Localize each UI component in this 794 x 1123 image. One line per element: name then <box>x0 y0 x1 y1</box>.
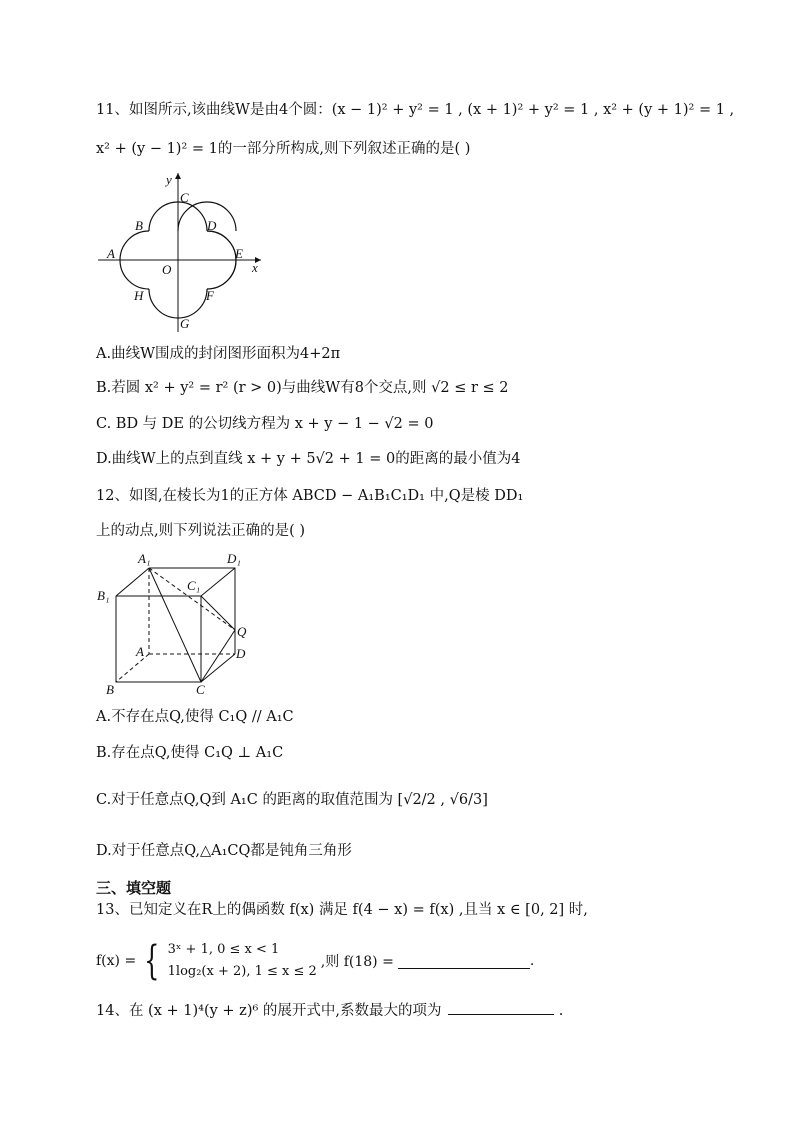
q12-stem-line2: 上的动点,则下列说法正确的是( ) <box>96 523 306 539</box>
q13-end: . <box>529 953 535 969</box>
label-d1: D₁ <box>227 551 241 566</box>
piece-lhs: f(x) = <box>96 953 137 969</box>
brace-icon: { <box>144 938 160 984</box>
label-c1: C₁ <box>187 578 201 593</box>
q13-piecewise <box>96 937 534 985</box>
q11-stem-line2: x² + (y − 1)² = 1的一部分所构成,则下列叙述正确的是( ) <box>96 141 471 157</box>
q12-stem-line1: 12、如图,在棱长为1的正方体 ABCD − A₁B₁C₁D₁ 中,Q是棱 DD₁ <box>96 488 524 504</box>
label-a: A <box>107 246 115 261</box>
q11-option-c: C. BD 与 DE 的公切线方程为 x + y − 1 − √2 = 0 <box>96 416 434 432</box>
q12-option-a: A.不存在点Q,使得 C₁Q // A₁C <box>96 709 294 725</box>
q14-end: . <box>558 1003 564 1019</box>
label-x: x <box>252 260 258 275</box>
q14-stem: 14、在 (x + 1)⁴(y + z)⁶ 的展开式中,系数最大的项为 <box>96 1003 442 1019</box>
q14-answer-blank[interactable] <box>448 1000 554 1015</box>
q12-option-b: B.存在点Q,使得 C₁Q ⊥ A₁C <box>96 745 284 761</box>
q11-option-b: B.若圆 x² + y² = r² (r > 0)与曲线W有8个交点,则 √2 ≤ r ≤ 2 <box>96 380 509 396</box>
piece-2: 1log₂(x + 2), 1 ≤ x ≤ 2 <box>167 964 317 979</box>
piece-tail: ,则 f(18) = <box>320 954 394 970</box>
label-q: Q <box>237 624 247 639</box>
q13-answer-blank[interactable] <box>398 954 530 969</box>
label-d: D <box>207 218 217 233</box>
section-title-fill-in: 三、填空题 <box>96 879 172 897</box>
q12-option-d: D.对于任意点Q,△A₁CQ都是钝角三角形 <box>96 843 352 859</box>
label-b: B <box>135 218 143 233</box>
label-a: A <box>136 644 144 659</box>
label-d: D <box>236 646 246 661</box>
label-e: E <box>235 246 243 261</box>
q14-line <box>96 1000 563 1021</box>
label-c: C <box>196 682 205 697</box>
q13-stem-line1: 13、已知定义在R上的偶函数 f(x) 满足 f(4 − x) = f(x) ,且当 x ∈ [0, 2] 时, <box>96 902 588 918</box>
label-o: O <box>162 262 172 277</box>
q11-option-d: D.曲线W上的点到直线 x + y + 5√2 + 1 = 0的距离的最小值为4 <box>96 451 521 467</box>
curve-w <box>178 202 236 289</box>
q11-stem-line1: 11、如图所示,该曲线W是由4个圆：(x − 1)² + y² = 1 , (x + 1)² + y² = 1 , x² + (y + 1)² = 1 , <box>96 102 735 118</box>
label-y: y <box>166 172 172 187</box>
q12-option-c: C.对于任意点Q,Q到 A₁C 的距离的取值范围为 [√2/2 , √6/3] <box>96 792 488 808</box>
label-a1: A₁ <box>138 551 151 566</box>
q12-figure-cube <box>96 548 266 700</box>
label-b1: B₁ <box>97 588 110 603</box>
q11-figure-curve-w <box>96 170 276 335</box>
piece-1: 3ˣ + 1, 0 ≤ x < 1 <box>167 942 280 957</box>
label-b: B <box>106 682 114 697</box>
label-h: H <box>134 288 144 303</box>
label-g: G <box>180 316 190 331</box>
q11-option-a: A.曲线W围成的封闭图形面积为4+2π <box>96 346 341 362</box>
label-f: F <box>206 288 214 303</box>
label-c: C <box>180 190 189 205</box>
